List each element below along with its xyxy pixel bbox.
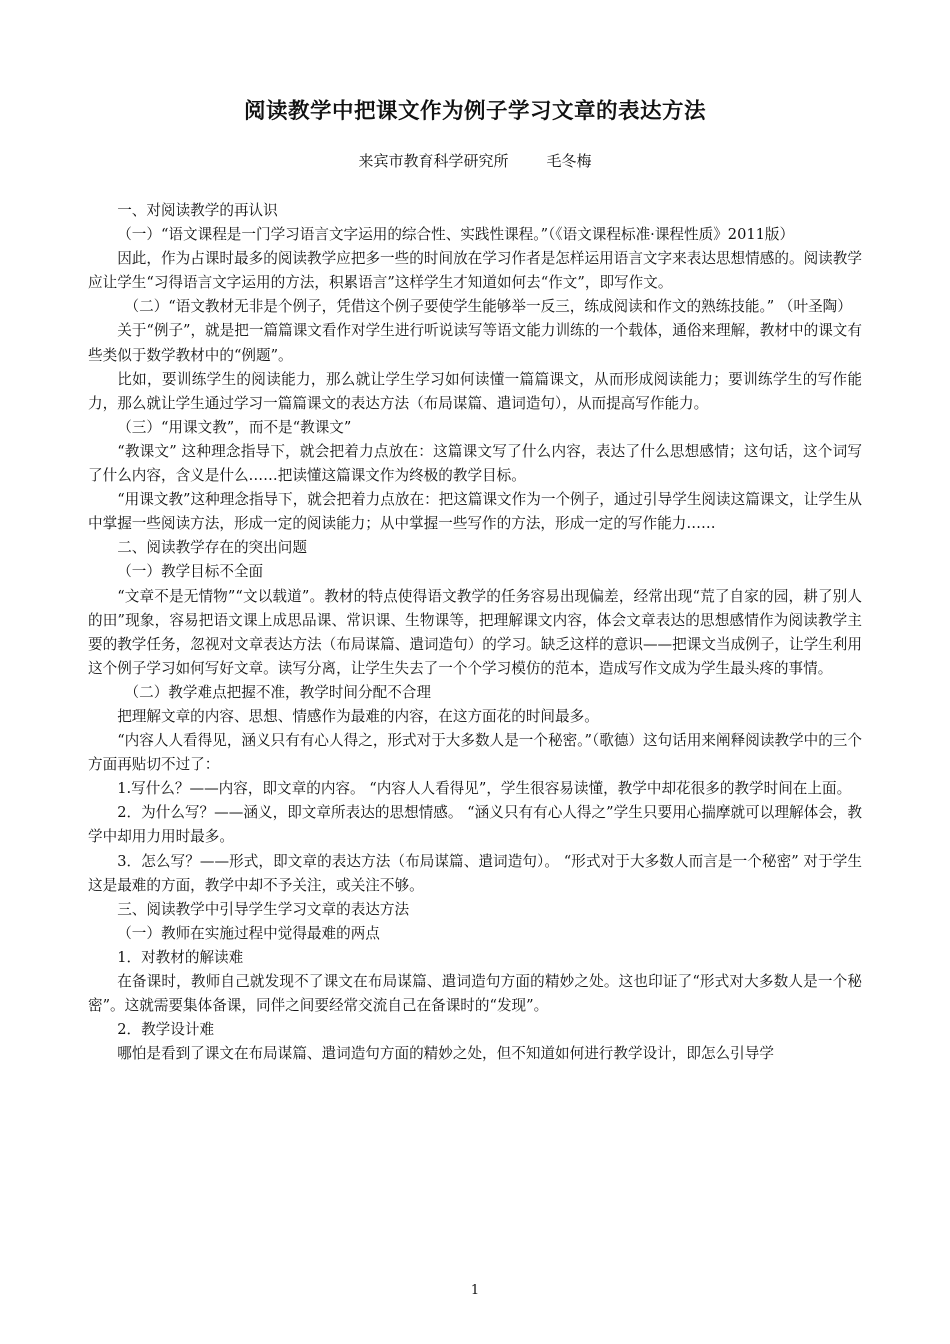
affiliation: 来宾市教育科学研究所 (358, 152, 509, 170)
paragraph: 比如，要训练学生的阅读能力，那么就让学生学习如何读懂一篇篇课文，从而形成阅读能力；要训练学生的写作能力，那么就让学生通过学习一篇篇课文的表达方法（布局谋篇、遣词造句），从而提高写作能力。 (88, 370, 862, 412)
paragraph: “用课文教”这种理念指导下，就会把着力点放在：把这篇课文作为一个例子，通过引导学生阅读这篇课文，让学生从中掌握一些阅读方法，形成一定的阅读能力；从中掌握一些写作的方法，形成一定的写作能力…… (88, 491, 862, 533)
paragraph: 一、对阅读教学的再认识 (117, 202, 278, 219)
paragraph: 因此，作为占课时最多的阅读教学应把多一些的时间放在学习作者是怎样运用语言文字来表达思想情感的。阅读教学应让学生“习得语言文字运用的方法，积累语言”这样学生才知道如何去“作文”，即写作文。 (88, 250, 862, 292)
paragraph: 三、阅读教学中引导学生学习文章的表达方法 (117, 900, 410, 918)
paragraph: （一）教学目标不全面 (117, 563, 264, 581)
paragraph: 在备课时，教师自己就发现不了课文在布局谋篇、遣词造句方面的精妙之处。这也印证了“形式对大多数人是一个秘密”。这就需要集体备课，同伴之间要经常交流自己在备课时的“发现”。 (88, 973, 862, 1015)
author-name: 毛冬梅 (546, 152, 592, 170)
paragraph: （二）教学难点把握不准，教学时间分配不合理 (124, 683, 431, 701)
paragraph: 1.写什么？——内容，即文章的内容。 “内容人人看得见”，学生很容易读懂，教学中却花很多的教学时间在上面。 (117, 780, 852, 798)
paragraph: （三）“用课文教”，而不是“教课文” (117, 418, 352, 436)
page-number: 1 (470, 1283, 480, 1298)
paragraph: 3．怎么写？——形式，即文章的表达方法（布局谋篇、遣词造句）。 “形式对于大多数人而言是一个秘密” 对于学生这是最难的方面，教学中却不予关注，或关注不够。 (88, 852, 862, 894)
paragraph: （一）教师在实施过程中觉得最难的两点 (117, 924, 380, 942)
paragraph: 1．对教材的解读难 (117, 948, 244, 966)
paragraph: 哪怕是看到了课文在布局谋篇、遣词造句方面的精妙之处，但不知道如何进行教学设计，即怎么引导学 (117, 1045, 774, 1063)
document-body (88, 199, 862, 1066)
paragraph: 把理解文章的内容、思想、情感作为最难的内容，在这方面花的时间最多。 (117, 707, 599, 725)
document-title: 阅读教学中把课文作为例子学习文章的表达方法 (243, 99, 706, 124)
paragraph: “教课文” 这种理念指导下，就会把着力点放在：这篇课文写了什么内容，表达了什么思想感情；这句话，这个词写了什么内容，含义是什么……把读懂这篇课文作为终极的教学目标。 (88, 442, 862, 485)
paragraph: 二、阅读教学存在的突出问题 (117, 539, 307, 557)
paragraph: 2．教学设计难 (117, 1021, 215, 1039)
paragraph: （一）“语文课程是一门学习语言文字运用的综合性、实践性课程。”（《语文课程标准·课程性质》2011版） (117, 226, 795, 244)
paragraph: 关于“例子”，就是把一篇篇课文看作对学生进行听说读写等语文能力训练的一个载体，通俗来理解，教材中的课文有些类似于数学教材中的“例题”。 (88, 322, 862, 364)
paragraph: “内容人人看得见，涵义只有有心人得之，形式对于大多数人是一个秘密。”（歌德）这句话用来阐释阅读教学中的三个方面再贴切不过了： (88, 732, 862, 774)
paragraph: （二）“语文教材无非是个例子，凭借这个例子要使学生能够举一反三，练成阅读和作文的熟练技能。” （叶圣陶） (124, 298, 852, 316)
byline (88, 150, 862, 171)
paragraph: 2．为什么写？——涵义，即文章所表达的思想情感。 “涵义只有有心人得之”学生只要用心揣摩就可以理解体会，教学中却用力用时最多。 (88, 804, 862, 846)
paragraph: “文章不是无情物”“文以载道”。教材的特点使得语文教学的任务容易出现偏差，经常出现“荒了自家的园，耕了别人的田”现象，容易把语文课上成思品课、常识课、生物课等，把理解课文内容，体会文章表达的思想感情作为阅读教学主要的教学任务，忽视对文章表达方法（布局谋篇、遣词造句）的学习。缺乏这样的意识——把课文当成例子，让学生利用这个例子学习如何写好文章。读写分离，让学生失去了一个个学习模仿的范本，造成写作文成为学生最头疼的事情。 (88, 587, 862, 677)
